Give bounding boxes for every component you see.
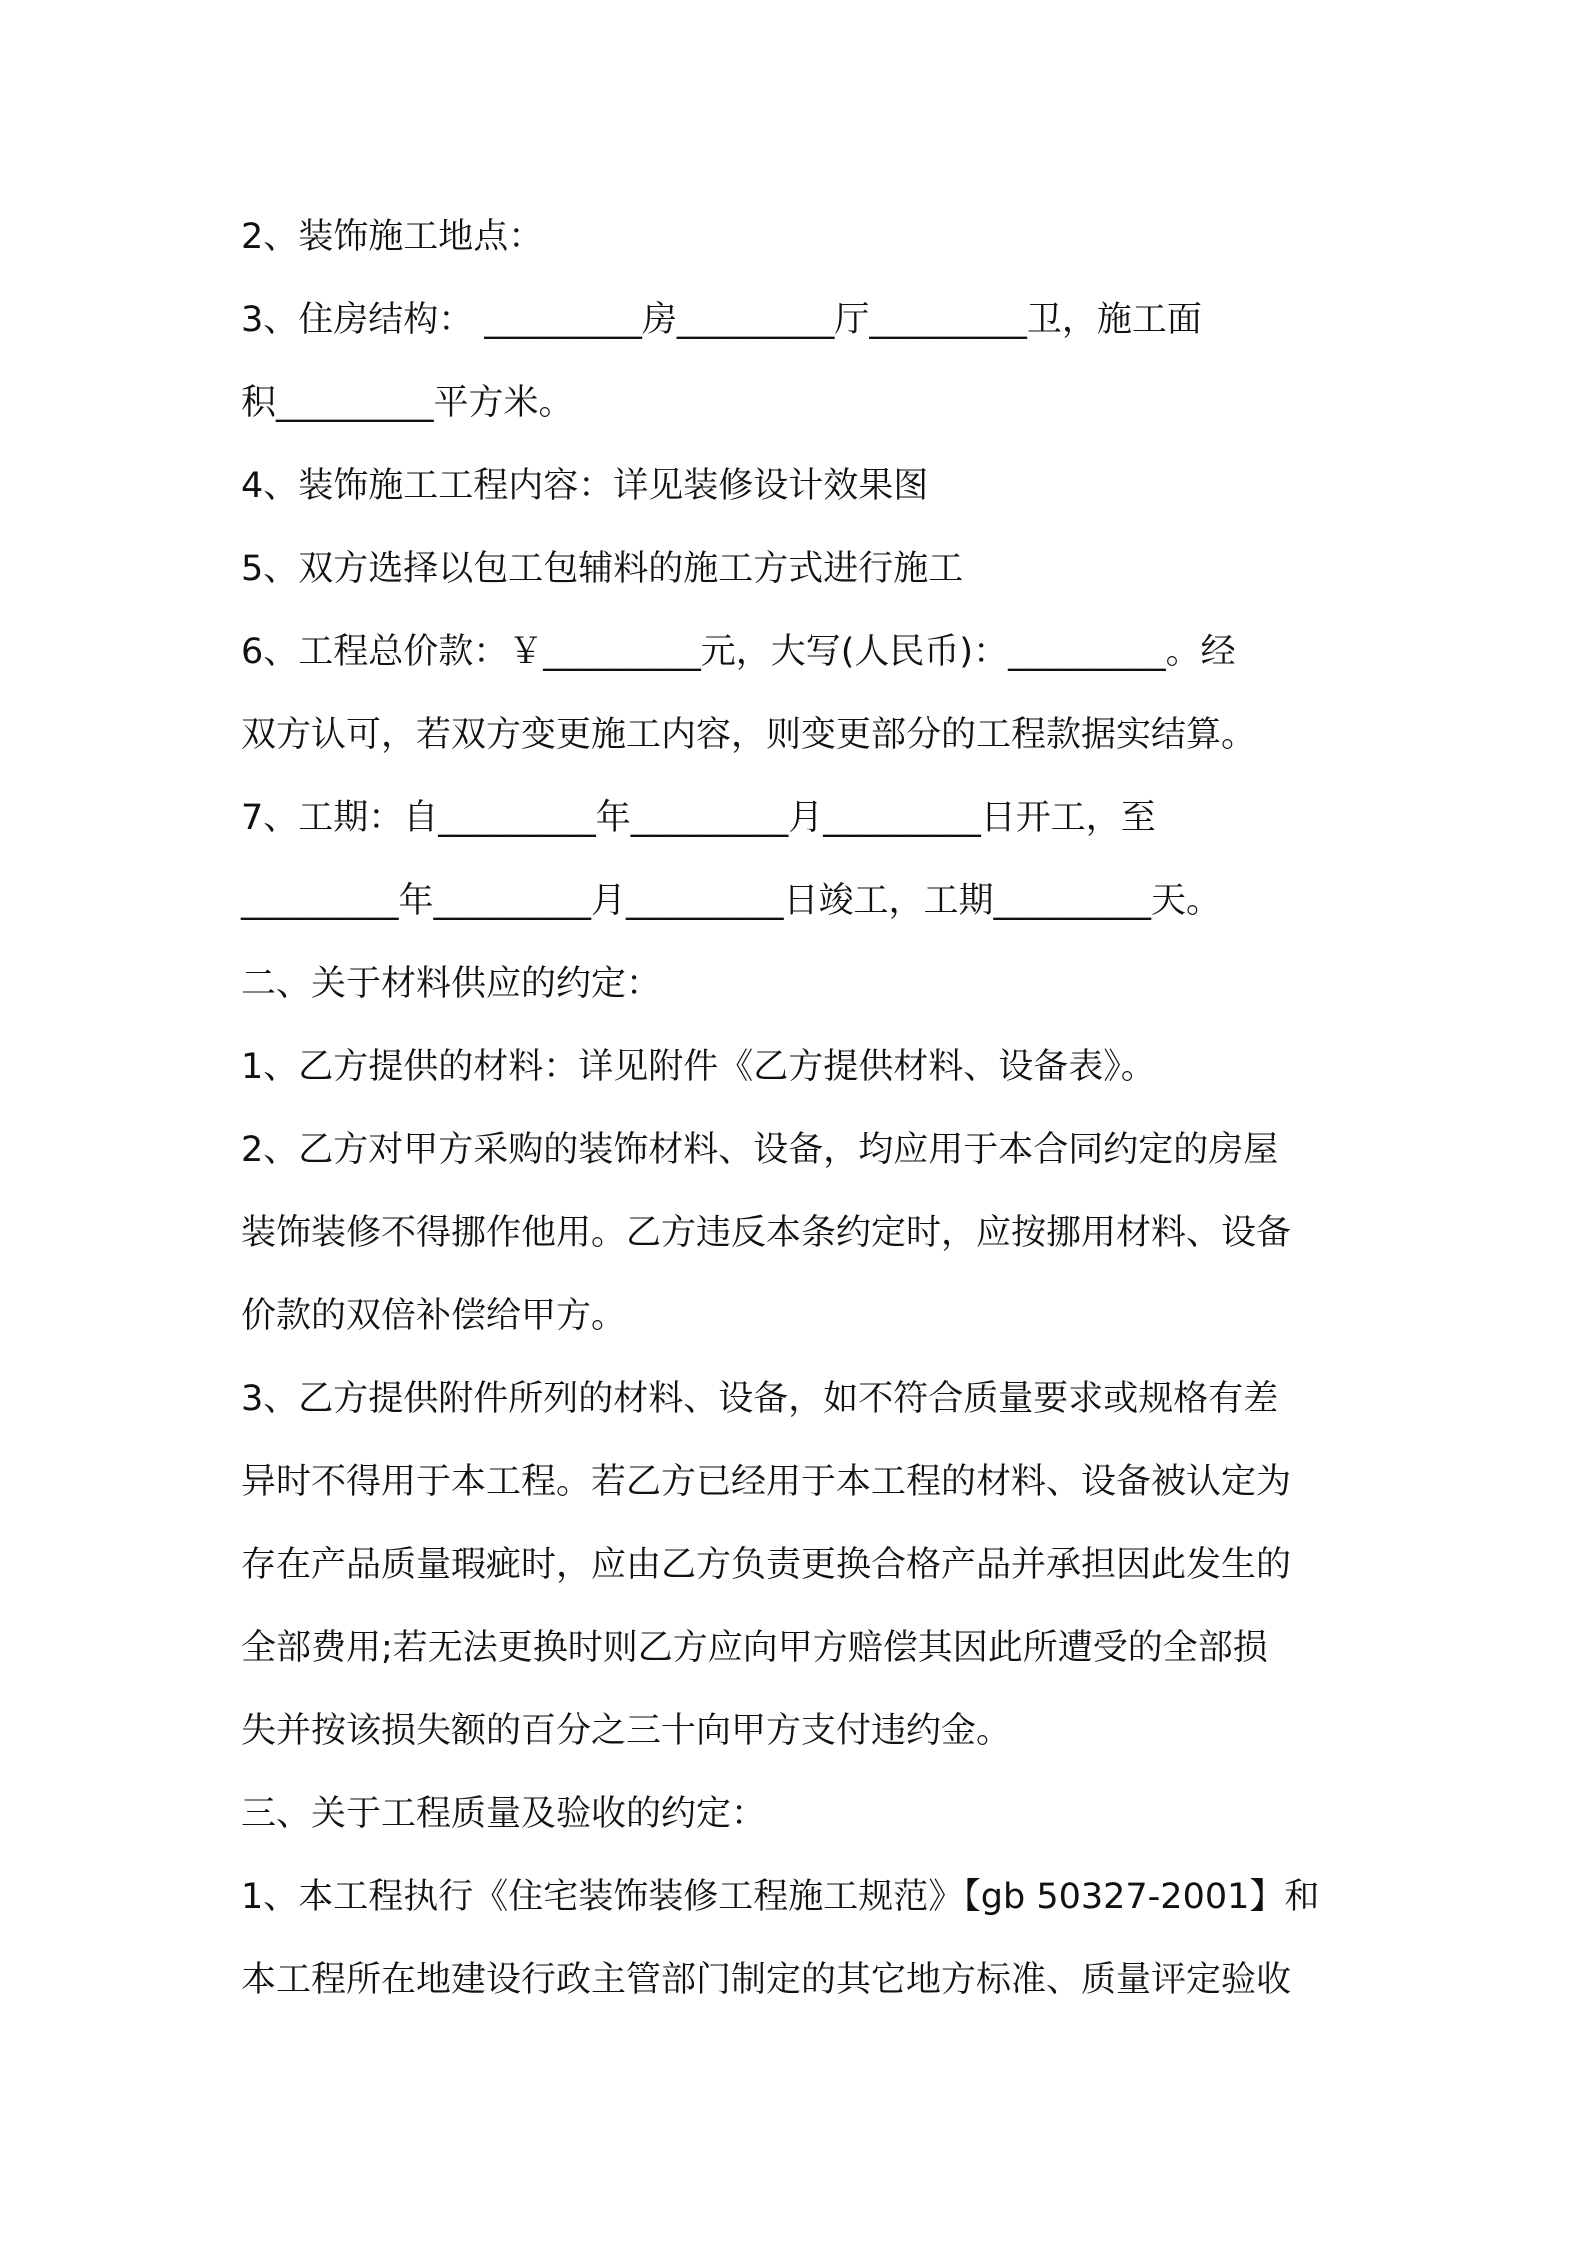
- text-line: _________年_________月_________日竣工，工期_________天。: [241, 881, 1222, 921]
- text-line: 6、工程总价款：￥_________元，大写(人民币)：_________。经: [241, 632, 1236, 672]
- document-body: [241, 196, 1365, 2022]
- text-line: 装饰装修不得挪作他用。乙方违反本条约定时，应按挪用材料、设备: [241, 1213, 1292, 1253]
- text-line: 本工程所在地建设行政主管部门制定的其它地方标准、质量评定验收: [241, 1960, 1292, 2000]
- text-line: 失并按该损失额的百分之三十向甲方支付违约金。: [241, 1711, 1012, 1751]
- text-line: 4、装饰施工工程内容：详见装修设计效果图: [241, 466, 929, 506]
- text-line: 价款的双倍补偿给甲方。: [241, 1296, 627, 1336]
- text-line: 1、乙方提供的材料：详见附件《乙方提供材料、设备表》。: [241, 1047, 1156, 1087]
- text-line: 存在产品质量瑕疵时，应由乙方负责更换合格产品并承担因此发生的: [241, 1545, 1292, 1585]
- text-line: 3、住房结构： _________房_________厅_________卫，施工面: [241, 300, 1202, 340]
- text-line: 3、乙方提供附件所列的材料、设备，如不符合质量要求或规格有差: [241, 1379, 1279, 1419]
- text-line: 2、乙方对甲方采购的装饰材料、设备，均应用于本合同约定的房屋: [241, 1130, 1279, 1170]
- text-line: 异时不得用于本工程。若乙方已经用于本工程的材料、设备被认定为: [241, 1462, 1292, 1502]
- text-line: 2、装饰施工地点：: [241, 217, 544, 257]
- text-line: 全部费用;若无法更换时则乙方应向甲方赔偿其因此所遭受的全部损: [241, 1628, 1268, 1668]
- text-line: 7、工期：自_________年_________月_________日开工，至: [241, 798, 1156, 838]
- text-line: 双方认可，若双方变更施工内容，则变更部分的工程款据实结算。: [241, 715, 1257, 755]
- text-line: 5、双方选择以包工包辅料的施工方式进行施工: [241, 549, 964, 589]
- text-line: 1、本工程执行《住宅装饰装修工程施工规范》【gb 50327-2001】和: [241, 1877, 1320, 1917]
- text-line: 积_________平方米。: [241, 383, 574, 423]
- section-heading: 二、关于材料供应的约定：: [241, 964, 662, 1004]
- section-heading: 三、关于工程质量及验收的约定：: [241, 1794, 767, 1834]
